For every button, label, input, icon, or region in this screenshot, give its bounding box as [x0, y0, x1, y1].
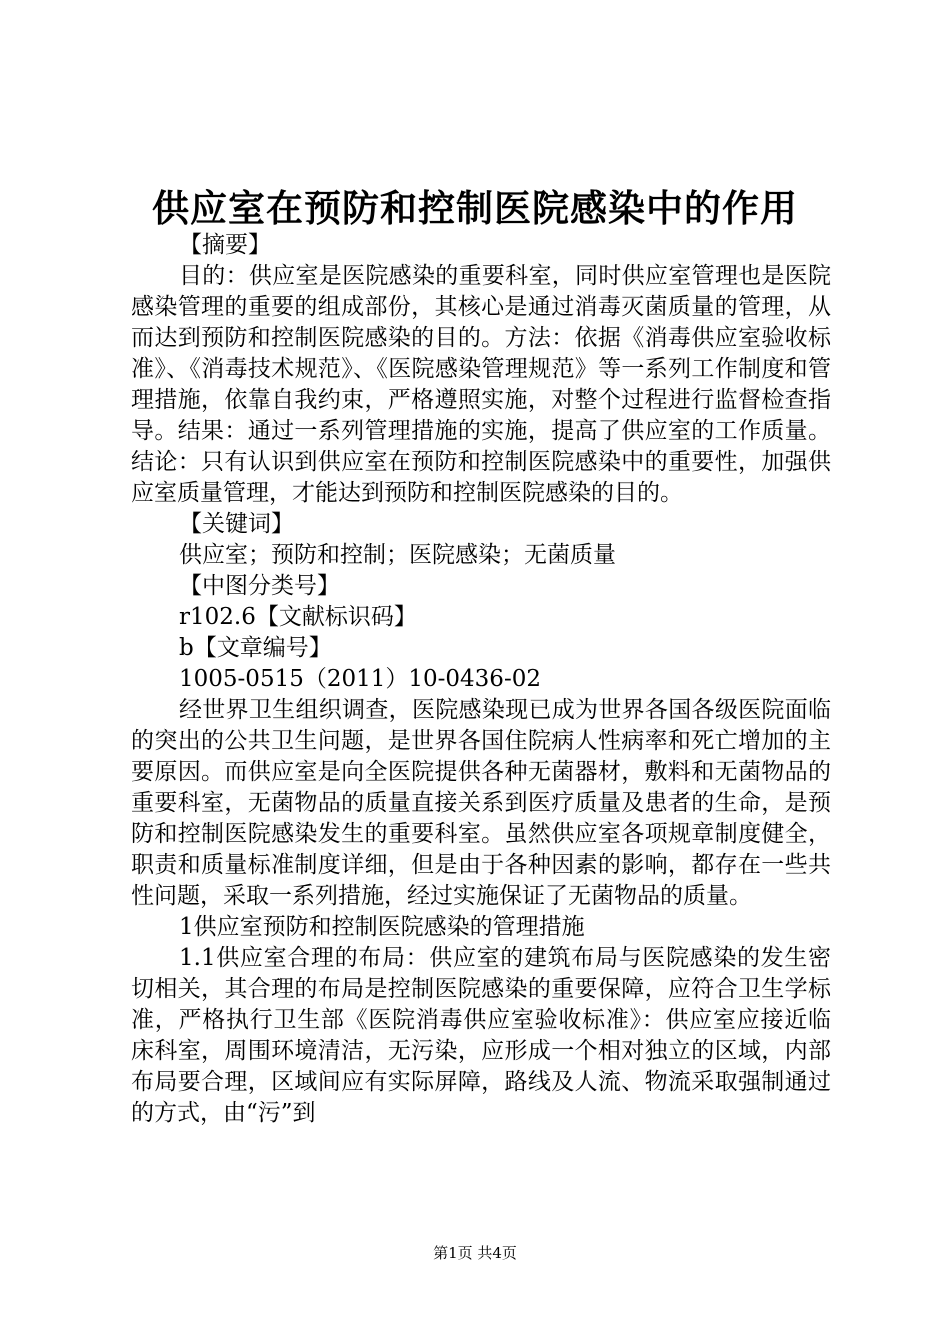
- page-footer: 第1页 共4页: [433, 1244, 517, 1262]
- intro-paragraph: 经世界卫生组织调查，医院感染现已成为世界各国各级医院面临的突出的公共卫生问题，是世界各国住院病人性病率和死亡增加的主要原因。而供应室是向全医院提供各种无菌器材，敷料和无菌物品的重要科室，无菌物品的质量直接关系到医疗质量及患者的生命，是预防和控制医院感染发生的重要科室。虽然供应室各项规章制度健全，职责和质量标准制度详细，但是由于各种因素的影响，都存在一些共性问题，采取一系列措施，经过实施保证了无菌物品的质量。: [131, 697, 831, 909]
- doc-code-line: b【文章编号】: [179, 635, 332, 661]
- article-number: 1005-0515（2011）10-0436-02: [179, 666, 541, 692]
- keywords-text: 供应室；预防和控制；医院感染；无菌质量: [179, 542, 616, 568]
- subsection-paragraph: 1.1供应室合理的布局：供应室的建筑布局与医院感染的发生密切相关，其合理的布局是控制医院感染的重要保障，应符合卫生学标准，严格执行卫生部《医院消毒供应室验收标准》：供应室应接近临床科室，周围环境清洁，无污染，应形成一个相对独立的区域，内部布局要合理，区域间应有实际屏障，路线及人流、物流采取强制通过的方式，由“污”到: [131, 945, 831, 1126]
- abstract-paragraph: 目的：供应室是医院感染的重要科室，同时供应室管理也是医院感染管理的重要的组成部份，其核心是通过消毒灭菌质量的管理，从而达到预防和控制医院感染的目的。方法：依据《消毒供应室验收标准》、《消毒技术规范》、《医院感染管理规范》等一系列工作制度和管理措施，依靠自我约束，严格遵照实施，对整个过程进行监督检查指导。结果：通过一系列管理措施的实施，提高了供应室的工作质量。结论：只有认识到供应室在预防和控制医院感染中的重要性，加强供应室质量管理，才能达到预防和控制医院感染的目的。: [131, 263, 831, 506]
- keywords-heading: 【关键词】: [179, 511, 294, 537]
- section-heading: 1供应室预防和控制医院感染的管理措施: [179, 914, 585, 940]
- clc-line: r102.6【文献标识码】: [179, 604, 417, 630]
- document-title: 供应室在预防和控制医院感染中的作用: [152, 186, 798, 230]
- clc-heading: 【中图分类号】: [179, 573, 340, 599]
- document-body: [131, 230, 831, 1129]
- abstract-heading: 【摘要】: [179, 232, 271, 258]
